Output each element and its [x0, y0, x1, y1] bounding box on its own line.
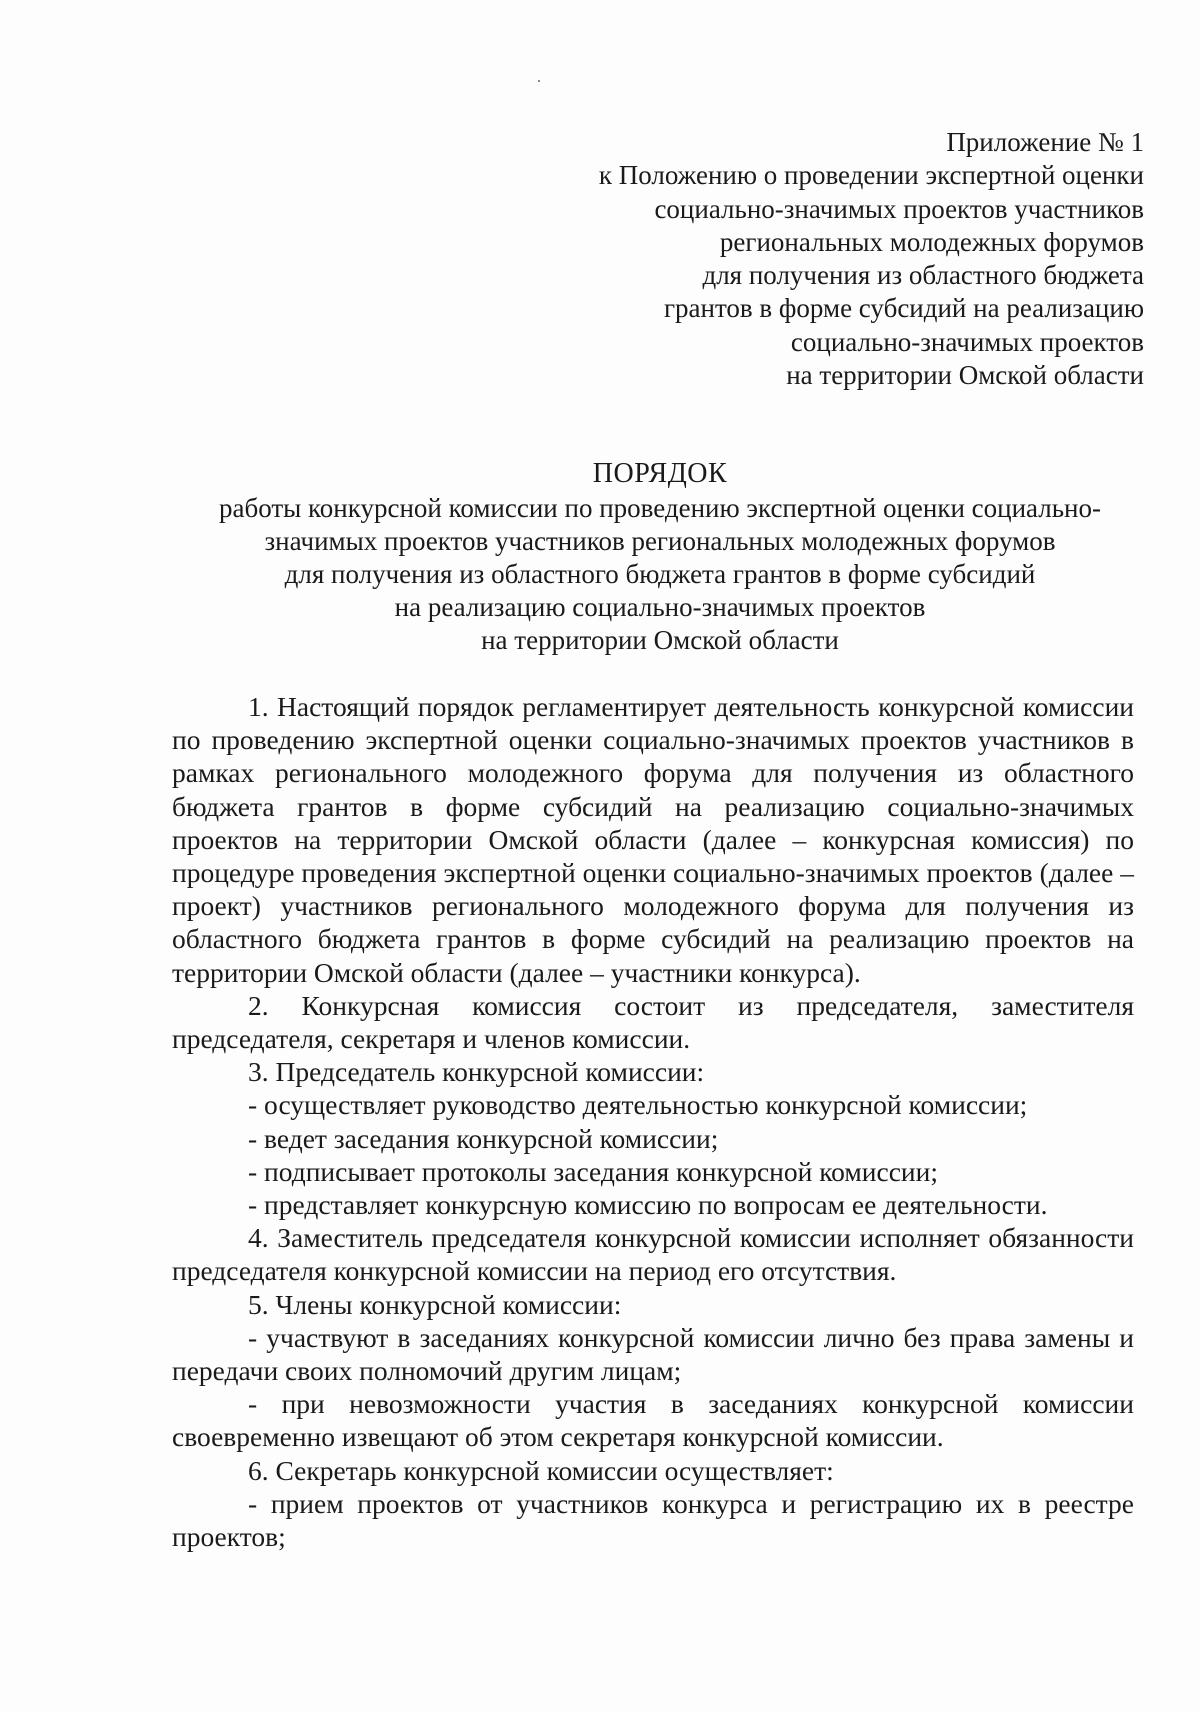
subtitle-line: значимых проектов участников региональных молодежных форумов: [264, 526, 1056, 556]
list-item: - ведет заседания конкурсной комиссии;: [248, 1122, 719, 1154]
paragraph-1: 1. Настоящий порядок регламентирует деятельность конкурсной комиссии по проведению экспертной оценки социально-значимых проектов участников в рамках регионального молодежного форума для получения из областного бюджета грантов в форме субсидий на реализацию социально-значимых проектов на территории Омской области (далее – конкурсная комиссия) по процедуре проведения экспертной оценки социально-значимых проектов (далее – проект) участников регионального молодежного форума для получения из областного бюджета грантов в форме субсидий на реализацию проектов на территории Омской области (далее – участники конкурса).: [172, 691, 1134, 988]
annex-line: социально-значимых проектов: [790, 326, 1144, 357]
annex-line: региональных молодежных форумов: [719, 226, 1144, 257]
list-item: - подписывает протоколы заседания конкурсной комиссии;: [248, 1155, 938, 1187]
list-item: - осуществляет руководство деятельностью конкурсной комиссии;: [248, 1089, 1028, 1121]
list-item: - представляет конкурсную комиссию по вопросам ее деятельности.: [248, 1189, 1048, 1221]
subtitle-line: для получения из областного бюджета грантов в форме субсидий: [284, 559, 1036, 589]
annex-header: [504, 126, 1144, 392]
list-item: - прием проектов от участников конкурса и регистрацию их в реестре проектов;: [172, 1487, 1134, 1553]
paragraph-6: 6. Секретарь конкурсной комиссии осуществляет:: [248, 1454, 834, 1486]
annex-line: к Положению о проведении экспертной оценки: [598, 160, 1144, 191]
annex-line: грантов в форме субсидий на реализацию: [663, 293, 1144, 324]
annex-line: на территории Омской области: [786, 360, 1144, 391]
list-item: - при невозможности участия в заседаниях конкурсной комиссии своевременно извещают об этом секретаря конкурсной комиссии.: [172, 1388, 1134, 1453]
paragraph-5: 5. Члены конкурсной комиссии:: [248, 1288, 622, 1320]
paragraph-3: 3. Председатель конкурсной комиссии:: [248, 1056, 705, 1088]
paragraph-2: 2. Конкурсная комиссия состоит из председателя, заместителя председателя, секретаря и членов комиссии.: [172, 989, 1134, 1055]
document-body: [172, 690, 1134, 1553]
annex-line: Приложение № 1: [946, 127, 1144, 157]
subtitle-line: работы конкурсной комиссии по проведению экспертной оценки социально-: [219, 493, 1101, 523]
subtitle-line: на реализацию социально-значимых проектов: [394, 592, 926, 622]
annex-line: социально-значимых проектов участников: [654, 193, 1144, 224]
document-title: ПОРЯДОК: [592, 458, 728, 489]
document-subtitle: [150, 492, 1170, 657]
paragraph-4: 4. Заместитель председателя конкурсной комиссии исполняет обязанности председателя конкурсной комиссии на период его отсутствия.: [172, 1222, 1134, 1287]
subtitle-line: на территории Омской области: [481, 625, 839, 655]
scan-artifact: [538, 80, 540, 82]
list-item: - участвуют в заседаниях конкурсной комиссии лично без права замены и передачи своих полномочий другим лицам;: [172, 1321, 1134, 1387]
annex-line: для получения из областного бюджета: [702, 260, 1144, 291]
